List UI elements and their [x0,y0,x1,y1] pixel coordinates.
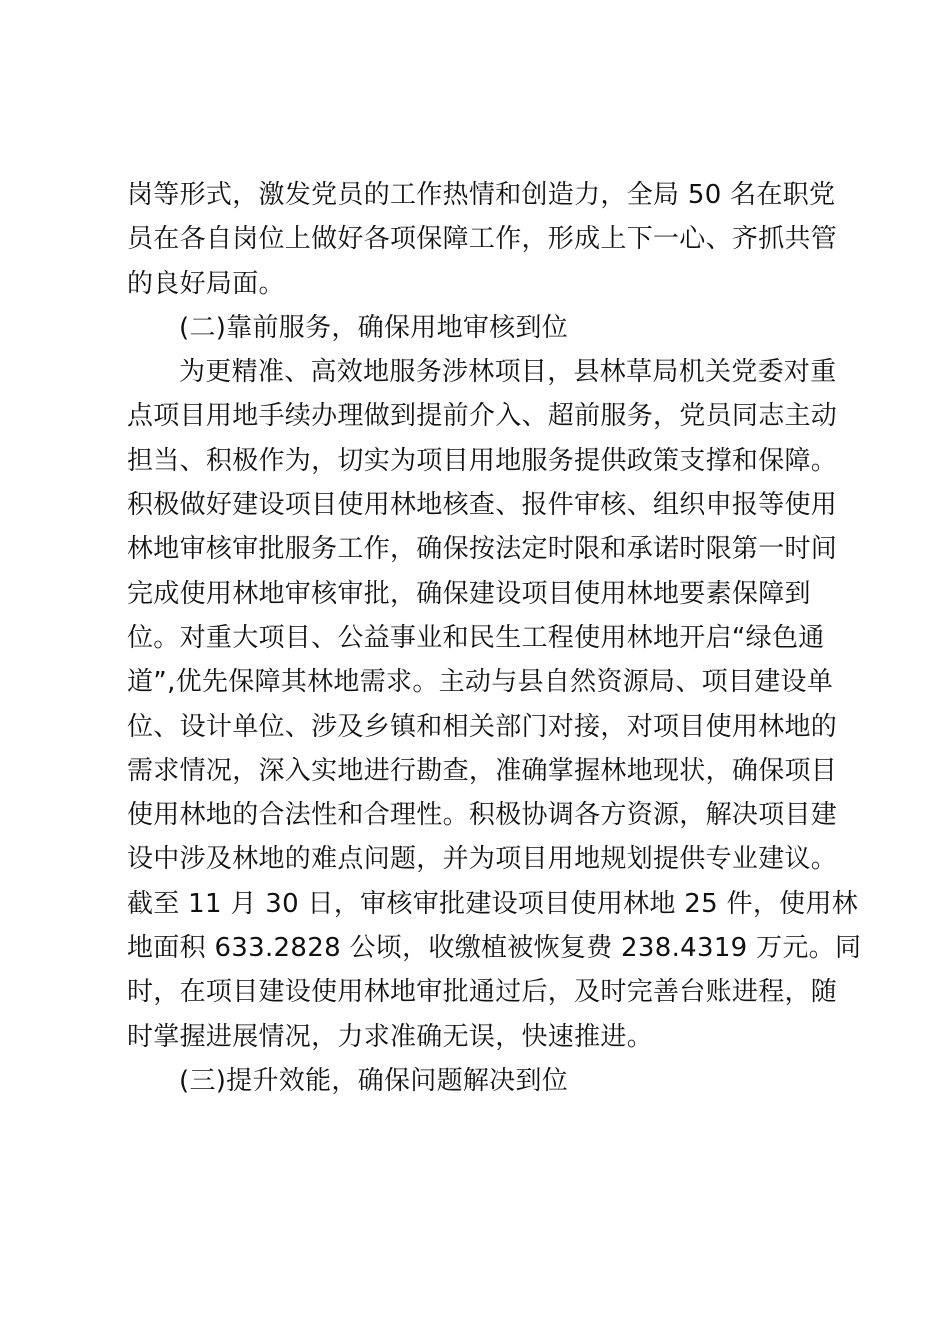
text-line: 道”,优先保障其林地需求。主动与县自然资源局、项目建设单 [127,667,834,698]
text-line: 完成使用林地审核审批，确保建设项目使用林地要素保障到 [127,578,811,609]
text-line: 位。对重大项目、公益事业和民生工程使用林地开启“绿色通 [127,622,825,653]
text-line: 点项目用地手续办理做到提前介入、超前服务，党员同志主动 [127,401,838,432]
paragraph-first-line: 为更精准、高效地服务涉林项目，县林草局机关党委对重 [179,357,837,388]
text-line: 员在各自岗位上做好各项保障工作，形成上下一心、齐抓共管 [127,224,838,255]
section-heading: (二)靠前服务，确保用地审核到位 [179,312,569,343]
section-heading: (三)提升效能，确保问题解决到位 [179,1065,569,1096]
text-line: 截至 11 月 30 日，审核审批建设项目使用林地 25 件，使用林 [127,888,859,919]
body-text [127,173,862,1103]
text-line: 位、设计单位、涉及乡镇和相关部门对接，对项目使用林地的 [127,711,838,742]
text-line: 时，在项目建设使用林地审批通过后，及时完善台账进程，随 [127,977,838,1008]
text-line: 使用林地的合法性和合理性。积极协调各方资源，解决项目建 [127,800,838,831]
text-line: 需求情况，深入实地进行勘查，准确掌握林地现状，确保项目 [127,755,838,786]
text-line: 设中涉及林地的难点问题，并为项目用地规划提供专业建议。 [127,844,838,875]
text-line: 担当、积极作为，切实为项目用地服务提供政策支撑和保障。 [127,445,838,476]
text-line: 的良好局面。 [127,268,285,299]
text-line: 地面积 633.2828 公顷，收缴植被恢复费 238.4319 万元。同 [127,933,862,964]
text-line: 林地审核审批服务工作，确保按法定时限和承诺时限第一时间 [127,534,838,565]
text-line: 时掌握进展情况，力求准确无误，快速推进。 [127,1021,654,1052]
text-line: 岗等形式，激发党员的工作热情和创造力，全局 50 名在职党 [127,180,836,210]
text-line: 积极做好建设项目使用林地核查、报件审核、组织申报等使用 [127,490,838,521]
